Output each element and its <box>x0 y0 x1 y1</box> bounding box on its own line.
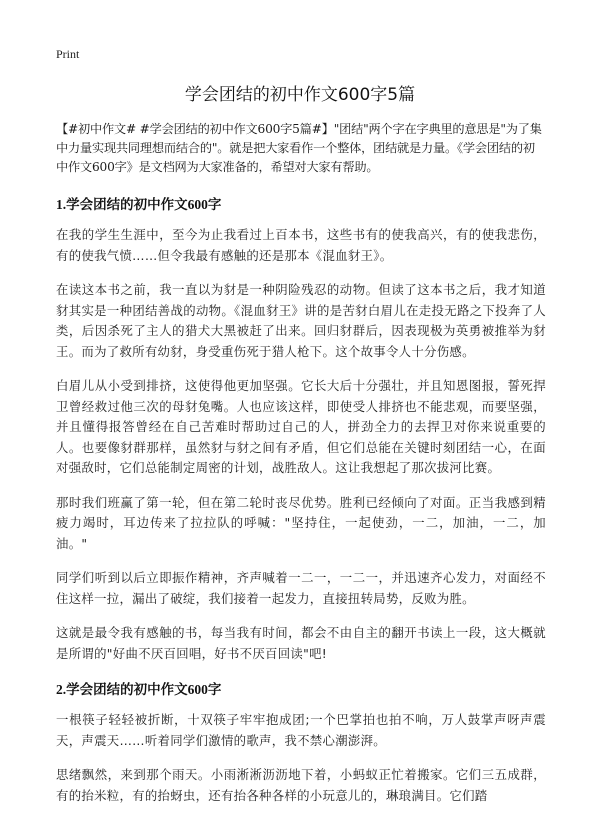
paragraph: 那时我们班赢了第一轮，但在第二轮时丧尽优势。胜利已经倾向了对面。正当我感到精疲力竭时，耳边传来了拉拉队的呼喊："坚持住，一起使劲，一二，加油，一二，加油。" <box>56 494 546 551</box>
paragraph: 在读这本书之前，我一直以为豺是一种阴险残忍的动物。但读了这本书之后，我才知道豺其实是一种团结善战的动物。《混血豺王》讲的是苦豺白眉儿在走投无路之下投奔了人类，后因杀死了主人的猎犬大黑被赶了出来。回归豺群后，因表现极为英勇被推举为豺王。而为了救所有幼豺，身受重伤死于猎人枪下。这个故事令人十分伤感。 <box>56 282 546 359</box>
print-link[interactable]: Print <box>56 47 80 61</box>
paragraph: 同学们听到以后立即振作精神，齐声喊着一二一，一二一，并迅速齐心发力，对面经不住这样一拉，漏出了破绽，我们接着一起发力，直接扭转局势，反败为胜。 <box>56 570 546 606</box>
intro-text: "团结"两个字在字典里的意思是"为了集中力量实现共同理想而结合的"。就是把大家看作一个整体，团结就是力量。《学会团结的初中作文600字》是文档网为大家准备的，希望对大家有帮助。 <box>56 122 542 174</box>
paragraph: 在我的学生生涯中，至今为止我看过上百本书，这些书有的使我高兴，有的使我悲伤，有的使我气愤……但令我最有感触的还是那本《混血豺王》。 <box>56 227 546 263</box>
section-heading: 1.学会团结的初中作文600字 <box>56 197 222 212</box>
paragraph: 这就是最令我有感触的书，每当我有时间，都会不由自主的翻开书读上一段，这大概就是所谓的"好曲不厌百回唱，好书不厌百回读"吧! <box>56 625 546 661</box>
section-heading: 2.学会团结的初中作文600字 <box>56 682 222 697</box>
tag-line: 【#初中作文# #学会团结的初中作文600字5篇#】 <box>56 122 334 136</box>
paragraph: 白眉儿从小受到排挤，这使得他更加坚强。它长大后十分强壮，并且知恩图报，誓死捍卫曾经救过他三次的母豺兔嘴。人也应该这样，即使受人排挤也不能悲观，而要坚强，并且懂得报答曾经在自己苦难时帮助过自己的人，拼劲全力的去捍卫对你来说重要的人。也要像豺群那样，虽然豺与豺之间有矛盾，但它们总能在关键时刻团结一心，在面对强敌时，它们总能制定周密的计划，战胜敌人。这让我想起了那次拔河比赛。 <box>56 378 546 475</box>
article-body <box>56 120 546 820</box>
page-title: 学会团结的初中作文600字5篇 <box>184 85 416 105</box>
intro-paragraph <box>56 120 546 177</box>
paragraph: 思绪飘然，来到那个雨天。小雨淅淅沥沥地下着，小蚂蚁正忙着搬家。它们三五成群，有的抬米粒，有的抬蚜虫，还有抬各种各样的小玩意儿的，琳琅满目。它们踏 <box>56 767 546 803</box>
paragraph: 一根筷子轻轻被折断，十双筷子牢牢抱成团;一个巴掌拍也拍不响，万人鼓掌声呀声震天，声震天……听着同学们激情的歌声，我不禁心潮澎湃。 <box>56 712 546 748</box>
